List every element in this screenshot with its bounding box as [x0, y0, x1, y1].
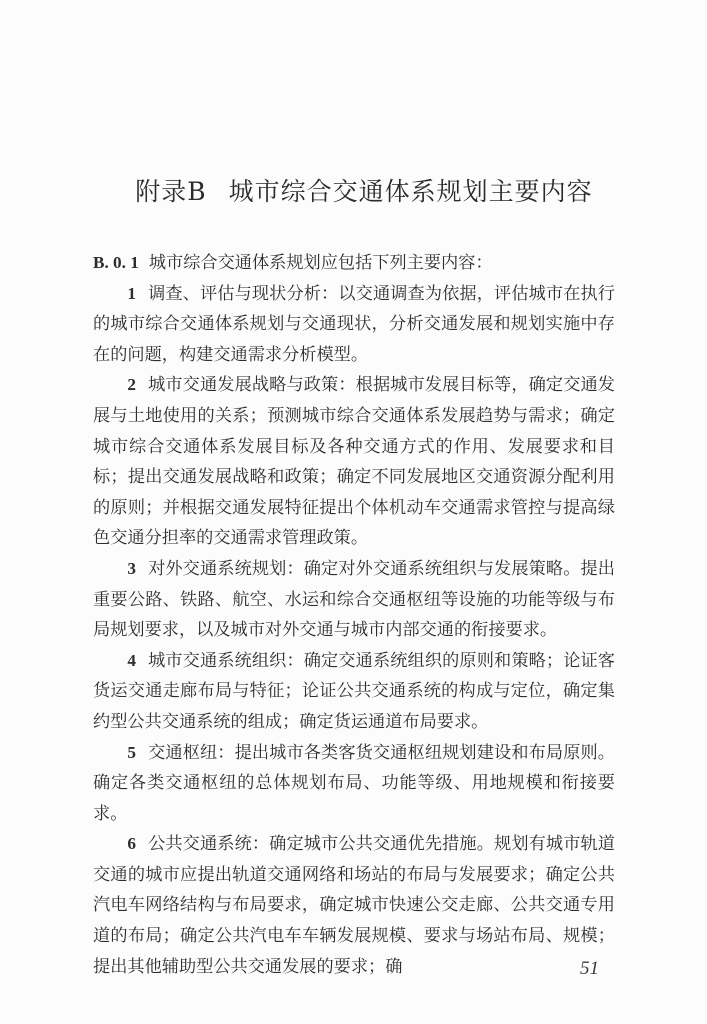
- list-item: [93, 646, 615, 738]
- item-text: 城市交通发展战略与政策：根据城市发展目标等，确定交通发展与土地使用的关系；预测城市综合交通体系发展趋势与需求；确定城市综合交通体系发展目标及各种交通方式的作用、发展要求和目标；提出交通发展战略和政策；确定不同发展地区交通资源分配利用的原则；并根据交通发展特征提出个体机动车交通需求管控与提高绿色交通分担率的交通需求管理政策。: [93, 375, 615, 549]
- item-text: 城市交通系统组织：确定交通系统组织的原则和策略；论证客货运交通走廊布局与特征；论证公共交通系统的构成与定位，确定集约型公共交通系统的组成；确定货运通道布局要求。: [93, 650, 615, 732]
- clause-number: B. 0. 1: [93, 253, 139, 272]
- appendix-heading: 城市综合交通体系规划主要内容: [228, 177, 593, 206]
- list-item: [93, 554, 615, 646]
- item-number: 4: [127, 650, 136, 670]
- page-number: 51: [580, 958, 599, 979]
- clause-intro: 城市综合交通体系规划应包括下列主要内容：: [148, 253, 493, 273]
- clause-paragraph: [93, 248, 615, 279]
- document-body: [93, 248, 615, 982]
- item-number: 5: [127, 742, 136, 762]
- item-number: 1: [127, 283, 136, 303]
- item-number: 6: [127, 834, 136, 854]
- list-item: [93, 370, 615, 554]
- item-number: 2: [127, 375, 136, 395]
- list-item: [93, 738, 615, 830]
- appendix-label: 附录B: [135, 177, 207, 206]
- appendix-title: [92, 172, 632, 208]
- item-text: 交通枢纽：提出城市各类客货交通枢纽规划建设和布局原则。确定各类交通枢纽的总体规划布局、功能等级、用地规模和衔接要求。: [93, 742, 615, 824]
- list-item: [93, 279, 615, 371]
- item-text: 对外交通系统规划：确定对外交通系统组织与发展策略。提出重要公路、铁路、航空、水运和综合交通枢纽等设施的功能等级与布局规划要求，以及城市对外交通与城市内部交通的衔接要求。: [93, 558, 615, 641]
- item-number: 3: [127, 558, 136, 578]
- list-item: [93, 829, 615, 982]
- item-text: 调查、评估与现状分析：以交通调查为依据，评估城市在执行的城市综合交通体系规划与交通现状，分析交通发展和规划实施中存在的问题，构建交通需求分析模型。: [93, 283, 615, 365]
- item-text: 公共交通系统：确定城市公共交通优先措施。规划有城市轨道交通的城市应提出轨道交通网络和场站的布局与发展要求；确定公共汽电车网络结构与布局要求，确定城市快速公交走廊、公共交通专用道的布局；确定公共汽电车车辆发展规模、要求与场站布局、规模；提出其他辅助型公共交通发展的要求；确: [93, 834, 615, 977]
